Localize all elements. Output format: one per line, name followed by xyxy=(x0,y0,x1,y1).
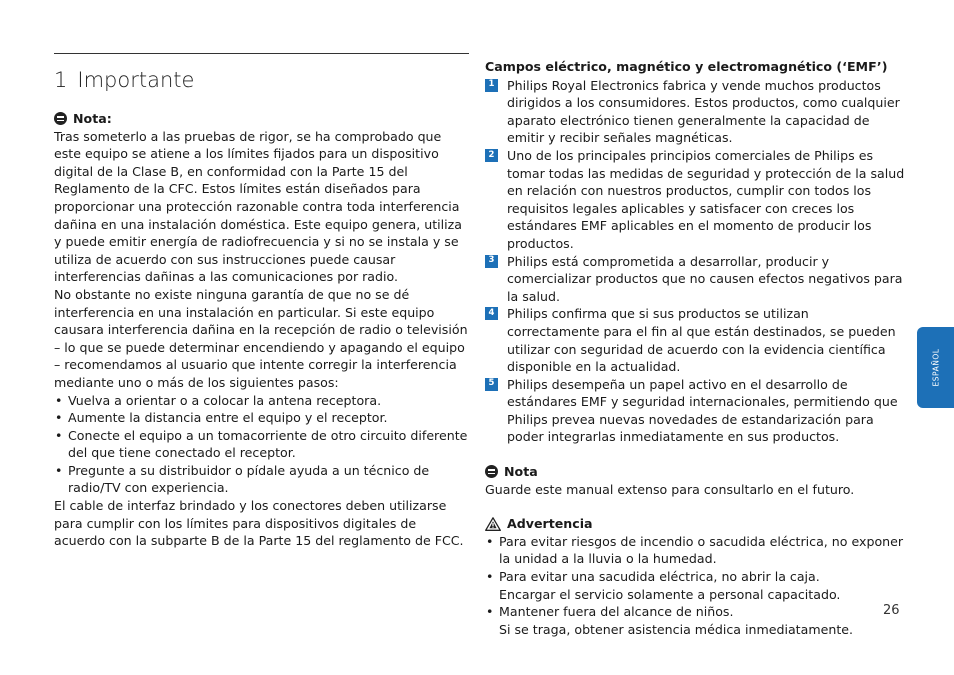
number-badge: 2 xyxy=(485,149,498,162)
warning-text: Para evitar una sacudida eléctrica, no abrir la caja. xyxy=(499,569,820,585)
number-badge: 1 xyxy=(485,79,498,92)
list-item xyxy=(485,305,905,375)
list-item-text: Philips Royal Electronics fabrica y vende muchos productos dirigidos a los consumidores. Estos productos, como cualquier aparato electrónico tienen generalmente la capacidad de emitir y recibir señales magnéticas. xyxy=(507,77,900,146)
list-item: • Aumente la distancia entre el equipo y el receptor. xyxy=(54,409,470,427)
warning-text: Para evitar riesgos de incendio o sacudida eléctrica, no exponer la unidad a la lluvia o la humedad. xyxy=(499,533,904,567)
number-badge: 3 xyxy=(485,255,498,268)
section-number: 1 xyxy=(54,68,68,92)
note-label: Nota xyxy=(504,464,538,480)
section-title: Importante xyxy=(77,68,195,92)
warning-subtext: Si se traga, obtener asistencia médica inmediatamente. xyxy=(499,621,854,637)
interference-steps-list xyxy=(54,392,470,498)
list-item xyxy=(485,603,905,638)
list-item xyxy=(485,147,905,253)
list-item: • Vuelva a orientar o a colocar la antena receptora. xyxy=(54,392,470,410)
list-item-text: Philips desempeña un papel activo en el desarrollo de estándares EMF y seguridad internacionales, permitiendo que Philips prevea nuevas novedades de estandarización para poder integrarlas inmediatamente en sus productos. xyxy=(507,376,898,445)
list-item xyxy=(485,533,905,568)
list-item-text: Philips está comprometida a desarrollar, producir y comercializar productos que no causen efectos negativos para la salud. xyxy=(507,253,903,304)
list-item xyxy=(485,253,905,306)
emf-heading: Campos eléctrico, magnético y electromagnético (‘EMF’) xyxy=(485,59,888,74)
warning-label: Advertencia xyxy=(507,516,593,532)
note-label: Nota: xyxy=(73,111,112,126)
language-tab-label: ESPAÑOL xyxy=(931,348,940,387)
note-icon xyxy=(54,112,67,125)
list-item-text: Uno de los principales principios comerciales de Philips es tomar todas las medidas de seguridad y protección de la salud en relación con nuestros productos, cumplir con todos los requisitos legales aplicables y satisfacer con creces los estándares EMF aplicables en el momento de producir los productos. xyxy=(507,147,905,251)
right-column xyxy=(485,58,905,638)
warning-subtext: Encargar el servicio solamente a personal capacitado. xyxy=(499,586,841,602)
number-badge: 5 xyxy=(485,378,498,391)
page-number: 26 xyxy=(883,603,900,618)
list-item: • Conecte el equipo a un tomacorriente de otro circuito diferente del que tiene conectado el receptor. xyxy=(54,427,470,462)
fcc-paragraph-1: Tras someterlo a las pruebas de rigor, se ha comprobado que este equipo se atiene a los límites fijados para un dispositivo digital de la Clase B, en conformidad con la Parte 15 del Reglamento de la CFC. Estos límites están diseñados para proporcionar una protección razonable contra toda interferencia dañina en una instalación doméstica. Este equipo genera, utiliza y puede emitir energía de radiofrecuencia y si no se instala y se utiliza de acuerdo con sus instrucciones puede causar interferencias dañinas a las comunicaciones por radio. xyxy=(54,128,462,285)
list-item xyxy=(485,568,905,603)
fcc-paragraph-3: El cable de interfaz brindado y los conectores deben utilizarse para cumplir con los límites para dispositivos digitales de acuerdo con la subparte B de la Parte 15 del reglamento de FCC. xyxy=(54,498,464,549)
list-item xyxy=(485,77,905,147)
language-tab xyxy=(917,327,954,408)
note-heading xyxy=(485,463,905,481)
list-item: • Pregunte a su distribuidor o pídale ayuda a un técnico de radio/TV con experiencia. xyxy=(54,462,470,497)
number-badge: 4 xyxy=(485,307,498,320)
emf-list xyxy=(485,77,905,446)
warning-heading xyxy=(485,515,905,533)
list-item-text: Philips confirma que si sus productos se utilizan correctamente para el fin al que están destinados, se pueden utilizar con seguridad de acuerdo con la evidencia científica disponible en la actualidad. xyxy=(507,306,896,375)
note-heading xyxy=(54,110,470,128)
left-column xyxy=(54,110,470,550)
note-icon xyxy=(485,465,498,478)
warning-icon xyxy=(485,517,501,531)
warning-text: Mantener fuera del alcance de niños. xyxy=(499,604,734,620)
list-item xyxy=(485,376,905,446)
note-text: Guarde este manual extenso para consultarlo en el futuro. xyxy=(485,481,855,497)
warning-list xyxy=(485,533,905,639)
page-title xyxy=(54,68,194,92)
fcc-paragraph-2: No obstante no existe ninguna garantía de que no se dé interferencia en una instalación en particular. Si este equipo causara interferencia dañina en la recepción de radio o televisión – lo que se puede determinar encendiendo y apagando el equipo – recomendamos al usuario que intente corregir la interferencia mediante uno o más de los siguientes pasos: xyxy=(54,286,468,390)
header-rule xyxy=(54,53,469,54)
